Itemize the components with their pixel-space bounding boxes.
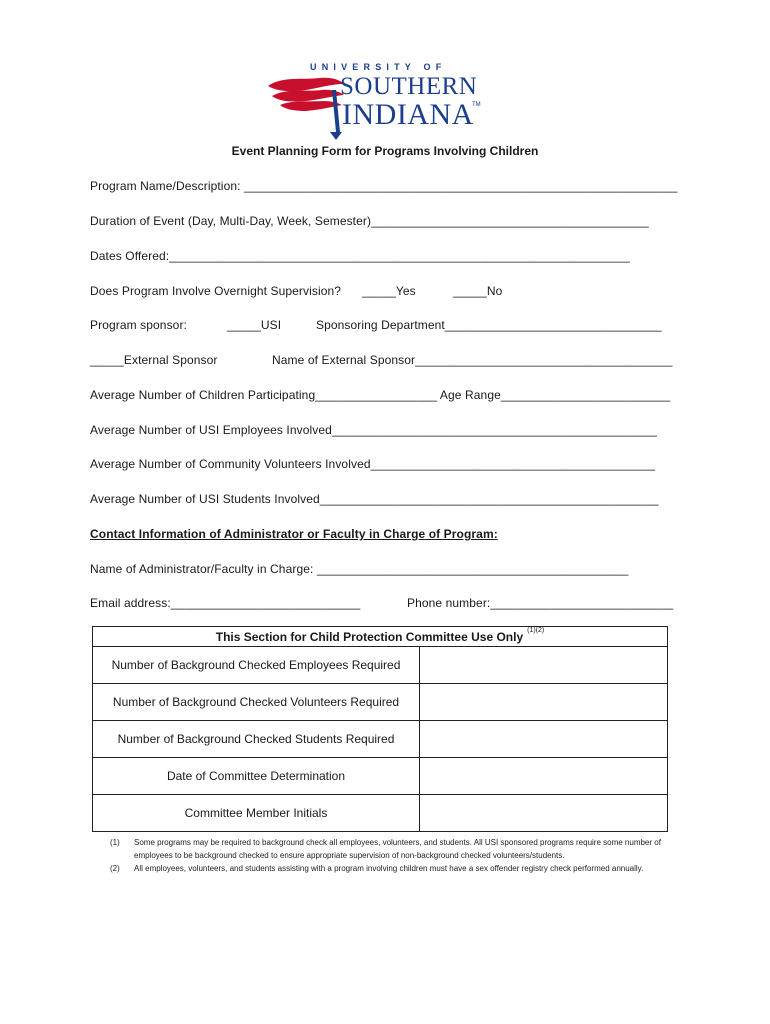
external-sponsor-option[interactable]: _____External Sponsor <box>90 353 218 367</box>
contact-section-heading: Contact Information of Administrator or Faculty in Charge of Program: <box>90 527 498 541</box>
usi-torch-flag-icon <box>262 70 352 140</box>
footnote-2-text: All employees, volunteers, and students assisting with a program involving children must have a sex offender registry check performed annually. <box>134 864 644 873</box>
table-row <box>93 684 668 721</box>
avg-children-field[interactable]: Average Number of Children Participating__________________ Age Range_________________________ <box>90 388 671 402</box>
footnote-2 <box>110 862 686 875</box>
footnote-1 <box>110 836 686 862</box>
footnote-2-number: (2) <box>110 864 120 873</box>
sponsor-usi-option[interactable]: _____USI <box>227 318 282 332</box>
email-field[interactable]: Email address:____________________________ <box>90 596 361 610</box>
committee-use-table <box>92 626 668 832</box>
table-row <box>93 758 668 795</box>
committee-table-header <box>93 627 668 647</box>
phone-field[interactable]: Phone number:___________________________ <box>407 596 674 610</box>
row-value-member-initials[interactable] <box>420 795 668 832</box>
southern-text: SOUTHERN <box>340 73 478 100</box>
usi-logo <box>262 62 510 140</box>
overnight-yes-option[interactable]: _____Yes <box>362 284 416 298</box>
footnote-1-number: (1) <box>110 838 120 847</box>
overnight-label: Does Program Involve Overnight Supervision? <box>90 284 342 298</box>
row-label-employees: Number of Background Checked Employees Required <box>93 647 420 684</box>
row-value-volunteers[interactable] <box>420 684 668 721</box>
avg-volunteers-field[interactable]: Average Number of Community Volunteers Involved__________________________________________ <box>90 457 656 471</box>
program-sponsor-label: Program sponsor: <box>90 318 187 332</box>
row-value-students[interactable] <box>420 721 668 758</box>
program-name-field[interactable]: Program Name/Description: ________________________________________________________________ <box>90 179 678 193</box>
sponsoring-department-field[interactable]: Sponsoring Department________________________________ <box>316 318 662 332</box>
row-value-employees[interactable] <box>420 647 668 684</box>
committee-heading-text: This Section for Child Protection Committee Use Only <box>215 629 524 644</box>
dates-offered-field[interactable]: Dates Offered:____________________________________________________________________ <box>90 249 630 263</box>
form-title: Event Planning Form for Programs Involving Children <box>231 144 539 158</box>
row-value-determination-date[interactable] <box>420 758 668 795</box>
row-label-volunteers: Number of Background Checked Volunteers Required <box>93 684 420 721</box>
row-label-determination-date: Date of Committee Determination <box>93 758 420 795</box>
row-label-students: Number of Background Checked Students Required <box>93 721 420 758</box>
indiana-text: INDIANA <box>342 98 474 131</box>
table-row <box>93 647 668 684</box>
committee-heading-refs: (1)(2) <box>527 626 545 634</box>
committee-table-heading <box>93 627 668 647</box>
avg-students-field[interactable]: Average Number of USI Students Involved__________________________________________________ <box>90 492 659 506</box>
table-row <box>93 721 668 758</box>
footnote-1-text: Some programs may be required to background check all employees, volunteers, and students. All USI sponsored programs require some number of employees to be background checked to ensure appropriate supervision of non-background checked volunteers/students. <box>134 838 661 860</box>
avg-employees-field[interactable]: Average Number of USI Employees Involved________________________________________________ <box>90 423 658 437</box>
admin-name-field[interactable]: Name of Administrator/Faculty in Charge: ______________________________________________ <box>90 562 629 576</box>
table-row <box>93 795 668 832</box>
university-of-text: UNIVERSITY OF <box>310 62 447 72</box>
row-label-member-initials: Committee Member Initials <box>93 795 420 832</box>
external-sponsor-name-field[interactable]: Name of External Sponsor______________________________________ <box>272 353 673 367</box>
trademark-mark: TM <box>472 102 481 108</box>
overnight-no-option[interactable]: _____No <box>453 284 503 298</box>
footnotes <box>110 836 686 875</box>
duration-field[interactable]: Duration of Event (Day, Multi-Day, Week, Semester)_________________________________________ <box>90 214 649 228</box>
